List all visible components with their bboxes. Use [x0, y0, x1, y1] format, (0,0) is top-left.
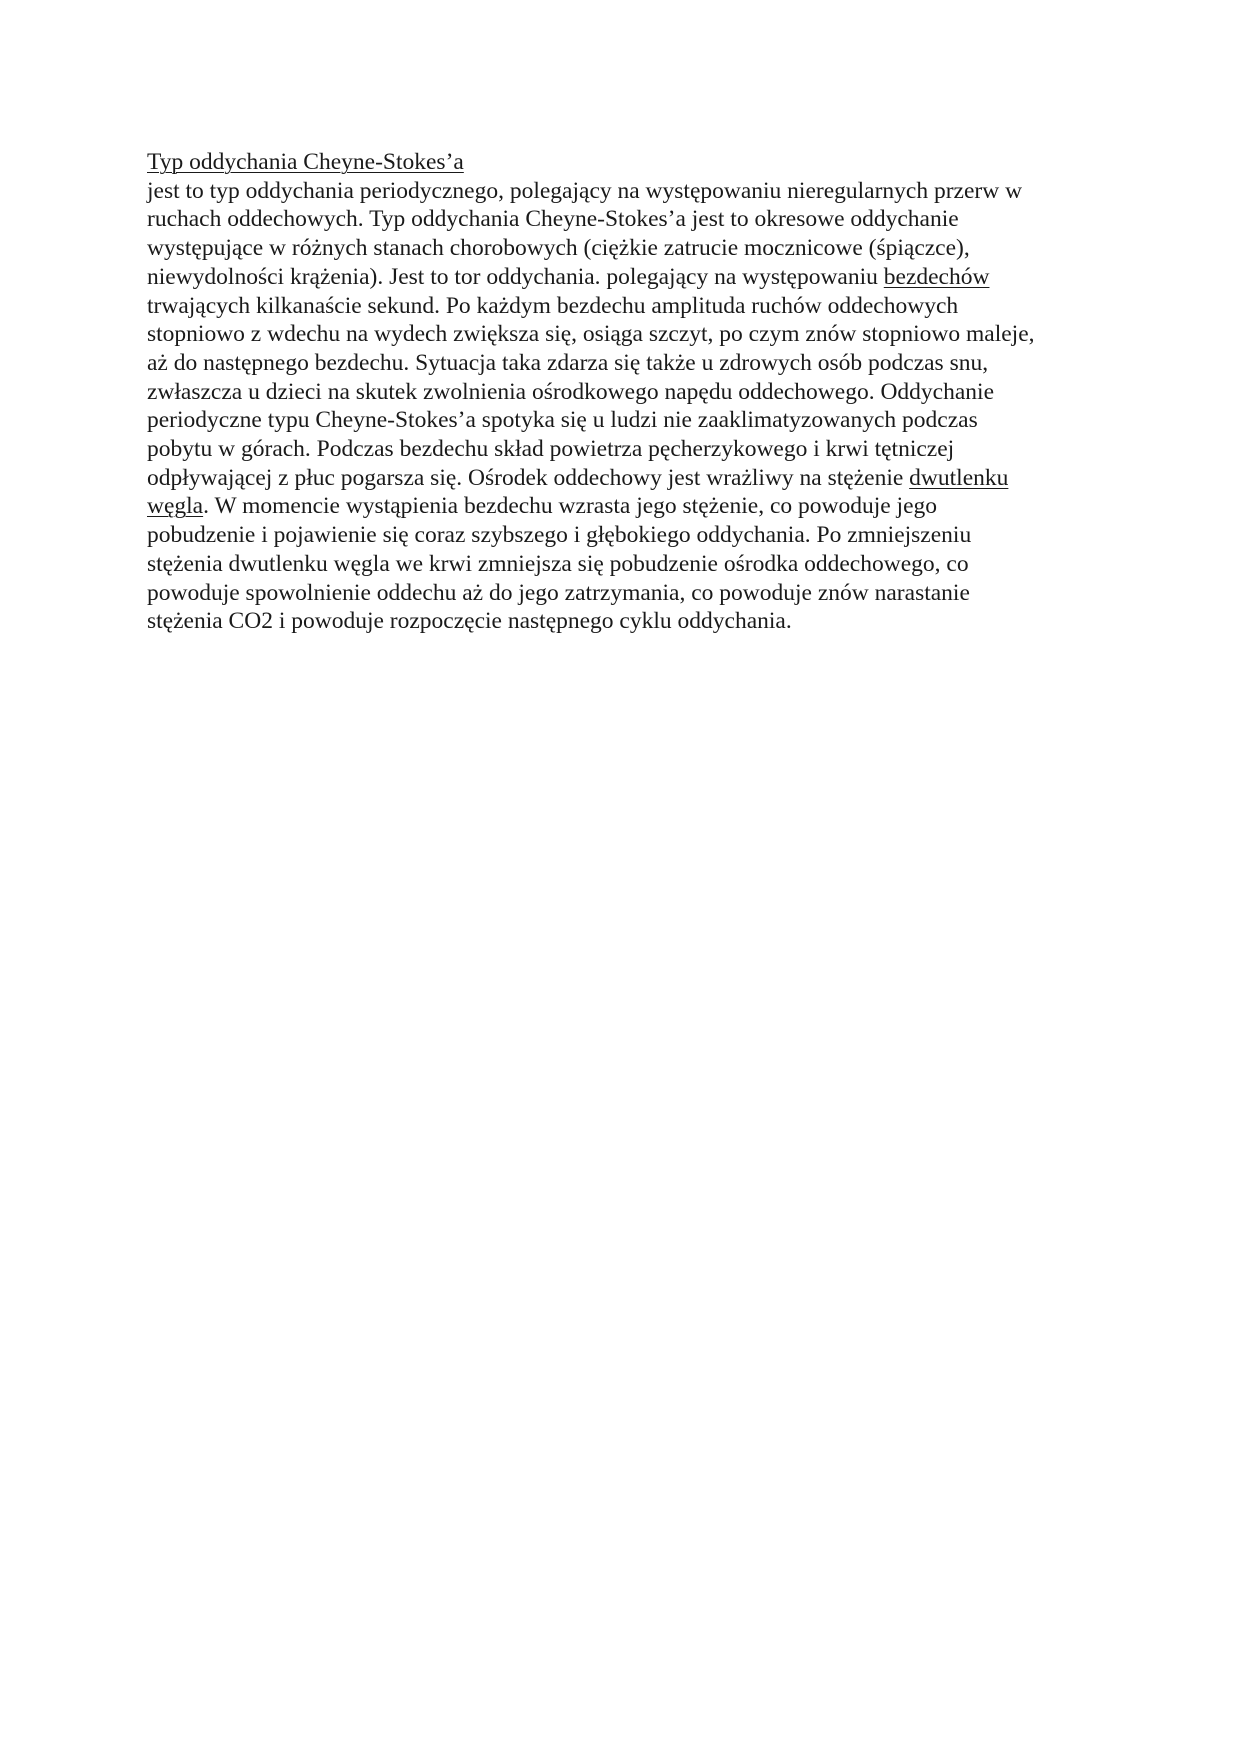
text-line: odpływającej z płuc pogarsza się. Ośrodek oddechowy jest wrażliwy na stężenie dwutlenku [147, 464, 1009, 491]
link-bezdechow[interactable]: bezdechów [883, 263, 990, 290]
link-dwutlenku-wegla-part1[interactable]: dwutlenku [909, 464, 1009, 491]
link-dwutlenku-wegla-part2[interactable]: węgla [147, 493, 204, 520]
document-body [147, 148, 1092, 636]
text-line: powoduje spowolnienie oddechu aż do jego zatrzymania, co powoduje znów narastanie [147, 579, 970, 606]
text-line: trwających kilkanaście sekund. Po każdym bezdechu amplituda ruchów oddechowych [147, 292, 959, 319]
document-title: Typ oddychania Cheyne-Stokes’a [147, 149, 464, 175]
text-line: periodyczne typu Cheyne-Stokes’a spotyka się u ludzi nie zaaklimatyzowanych podczas [147, 407, 978, 434]
text-line: pobudzenie i pojawienie się coraz szybszego i głębokiego oddychania. Po zmniejszeniu [147, 522, 972, 549]
text-line: zwłaszcza u dzieci na skutek zwolnienia ośrodkowego napędu oddechowego. Oddychanie [147, 378, 994, 405]
text-line: ruchach oddechowych. Typ oddychania Cheyne-Stokes’a jest to okresowe oddychanie [147, 206, 959, 233]
text-line: występujące w różnych stanach chorobowych (ciężkie zatrucie mocznicowe (śpiączce), [147, 235, 970, 262]
text-line: pobytu w górach. Podczas bezdechu skład powietrza pęcherzykowego i krwi tętniczej [147, 436, 955, 463]
text-line: węgla. W momencie wystąpienia bezdechu wzrasta jego stężenie, co powoduje jego [147, 493, 938, 520]
text-line: stężenia CO2 i powoduje rozpoczęcie następnego cyklu oddychania. [147, 608, 792, 635]
text-line: jest to typ oddychania periodycznego, polegający na występowaniu nieregularnych przerw w [147, 177, 1023, 204]
text-line: niewydolności krążenia). Jest to tor oddychania. polegający na występowaniu bezdechów [147, 263, 990, 290]
text-line: stężenia dwutlenku węgla we krwi zmniejsza się pobudzenie ośrodka oddechowego, co [147, 550, 969, 577]
text-line: aż do następnego bezdechu. Sytuacja taka zdarza się także u zdrowych osób podczas snu, [147, 349, 989, 376]
text-line: stopniowo z wdechu na wydech zwiększa się, osiąga szczyt, po czym znów stopniowo maleje, [147, 321, 1035, 348]
